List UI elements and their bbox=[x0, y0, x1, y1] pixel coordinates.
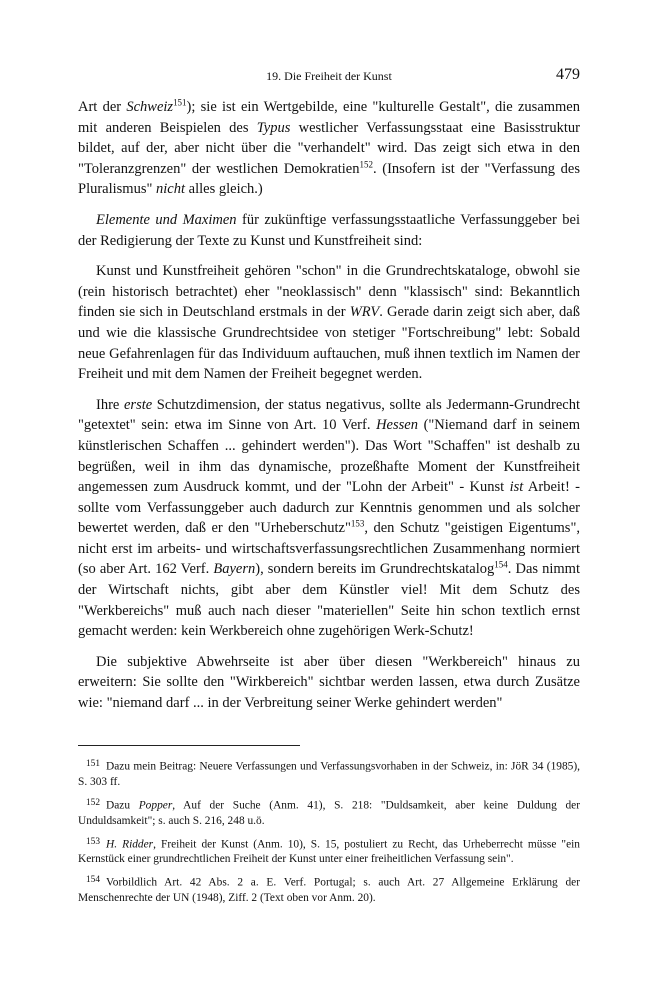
text-run: Ihre bbox=[96, 396, 124, 413]
text-run: . Gerade darin zeigt sich aber, daß und wie die klassische Grundrechtsidee von stetiger "Fortschreibung" lebt: Sobald neue Gefahrenlagen für das Individuum auftauchen, muß ihnen textlich im Namen der Freiheit und mit dem Namen der Freiheit begegnet werden. bbox=[78, 304, 580, 383]
footnote-number: 153 bbox=[86, 836, 100, 847]
paragraph bbox=[78, 652, 580, 714]
footnote-number: 154 bbox=[86, 875, 100, 886]
footnotes bbox=[78, 757, 580, 912]
footnote bbox=[78, 873, 580, 906]
emphasis-text: erste bbox=[123, 396, 153, 413]
footnote-number: 152 bbox=[86, 797, 100, 808]
footnote bbox=[78, 796, 580, 829]
emphasis-text: Schweiz bbox=[126, 99, 174, 115]
text-run: ), sondern bereits im Grundrechtskatalog bbox=[255, 561, 495, 578]
emphasis-text: Popper bbox=[138, 799, 173, 812]
emphasis-text: Hessen bbox=[376, 417, 418, 434]
text-run: Vorbildlich Art. 42 Abs. 2 a. E. Verf. Portugal; s. auch Art. 27 Allgemeine Erklärung der Menschenrechte der UN (1948), Ziff. 2 (Text oben vor Anm. 20). bbox=[78, 876, 580, 905]
footnote-number: 151 bbox=[86, 759, 100, 769]
emphasis-text: ist bbox=[509, 479, 524, 496]
paragraph bbox=[78, 261, 580, 385]
emphasis-text: Typus bbox=[256, 119, 291, 136]
page-number: 479 bbox=[556, 66, 580, 83]
text-run: Dazu mein Beitrag: Neuere Verfassungen und Verfassungsvorhaben in der Schweiz, in: JöR 34 (1985), S. 303 ff. bbox=[78, 760, 580, 788]
emphasis-text: WRV bbox=[349, 304, 380, 321]
text-run: , Auf der Suche (Anm. 41), S. 218: "Duldsamkeit, aber keine Duldung der Unduldsamkeit"; s. auch S. 216, 248 u.ö. bbox=[78, 799, 580, 827]
text-run: , den Schutz "geistigen Eigentums", nicht erst im arbeits- und wirtschaftsverfassungsrechtlichen Zusammenhang normiert (so aber Art. 162 Verf. bbox=[78, 520, 580, 578]
text-run: Arbeit! - sollte vom Verfassunggeber auch dadurch zur Kenntnis genommen und als solcher bewertet werden, daß er den "Urheberschutz" bbox=[78, 479, 581, 537]
emphasis-text: Bayern bbox=[213, 561, 256, 578]
text-run: westlicher Verfassungsstaat eine Basisstruktur bildet, auf der, aber nicht über die "verhandelt" wird. Das zeigt sich etwa in den "Toleranzgrenzen" der westlichen Demokratien bbox=[78, 119, 580, 177]
text-run: Schutzdimension, der status negativus, sollte als Jedermann-Grundrecht "getextet" sein: etwa im Sinne von Art. 10 Verf. bbox=[78, 396, 581, 434]
footnote-reference: 152 bbox=[359, 159, 373, 170]
paragraph bbox=[78, 395, 580, 642]
emphasis-text: nicht bbox=[156, 181, 186, 198]
footnote-reference: 154 bbox=[494, 560, 508, 571]
text-run: . (Insofern ist der "Verfassung des Pluralismus" bbox=[78, 160, 580, 198]
text-run: ("Niemand darf in seinem künstlerischen Schaffen ... gehindert werden"). Das Wort "Schaffen" ist deshalb zu begrüßen, weil in ihm das dynamische, prozeßhafte Moment der Kunstfreiheit angemessen zum Ausdruck kommt, und der "Lohn der Arbeit" - Kunst bbox=[78, 417, 580, 496]
text-run: ); sie ist ein Wertgebilde, eine "kulturelle Gestalt", die zusammen mit anderen Beispielen des bbox=[78, 99, 580, 136]
page-header bbox=[78, 66, 580, 88]
emphasis-text: H. Ridder bbox=[106, 837, 154, 850]
text-run: , Freiheit der Kunst (Anm. 10), S. 15, postuliert zu Recht, das Urheberrecht müsse "ein Kernstück einer grundrechtlichen Freiheit der Kunst unter einer freiheitlichen Verfassung sein". bbox=[78, 837, 580, 866]
text-run: Die subjektive Abwehrseite ist aber über diesen "Werkbereich" hinaus zu erweitern: Sie sollte den "Wirkbereich" sichtbar werden lassen, etwa durch Zusätze wie: "niemand darf ... in der Verbreitung seiner Werke gehindert werden" bbox=[78, 653, 580, 712]
running-title: 19. Die Freiheit der Kunst bbox=[266, 69, 392, 83]
paragraph bbox=[78, 97, 580, 200]
emphasis-text: Elemente und Maximen bbox=[96, 211, 237, 228]
text-run: . Das nimmt der Wirtschaft nichts, gibt aber dem Künstler viel! Mit dem Schutz des "Werkbereichs" muß auch nach dieser "materiellen" Seite hin schon textlich ernst gemacht werden: kein Werkbereich ohne zugehörigen Werk-Schutz! bbox=[78, 561, 580, 640]
footnote bbox=[78, 835, 580, 868]
paragraph bbox=[78, 210, 580, 251]
text-run: Dazu bbox=[106, 799, 139, 812]
text-run: Art der bbox=[78, 99, 127, 115]
footnote bbox=[78, 757, 580, 790]
footnote-reference: 151 bbox=[173, 97, 187, 108]
footnote-divider bbox=[78, 745, 300, 746]
main-text bbox=[78, 97, 580, 724]
text-run: Kunst und Kunstfreiheit gehören "schon" in die Grundrechtskataloge, obwohl sie (rein historisch betrachtet) eher "neoklassisch" denn "klassisch" sind: Bekanntlich finden sie sich in Deutschland erstmals in der bbox=[78, 263, 580, 321]
footnote-reference: 153 bbox=[350, 518, 365, 529]
text-run: alles gleich.) bbox=[185, 181, 263, 198]
text-run: für zukünftige verfassungsstaatliche Verfassunggeber bei der Redigierung der Texte zu Kunst und Kunstfreiheit sind: bbox=[78, 211, 580, 249]
